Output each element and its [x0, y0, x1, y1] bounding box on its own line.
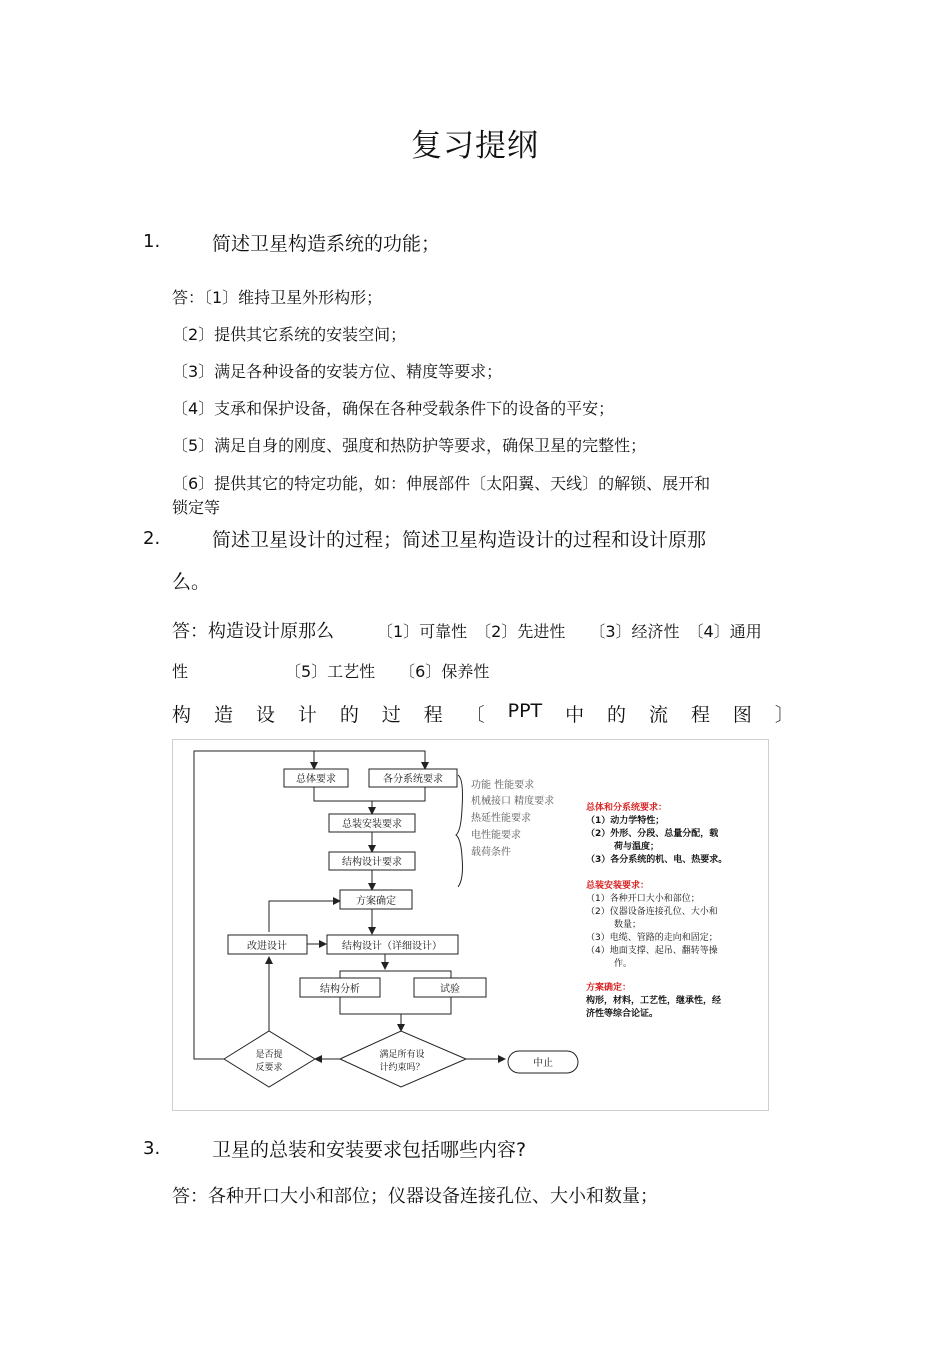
- question-2-text-line1: 简述卫星设计的过程；简述卫星构造设计的过程和设计原那: [212, 529, 707, 551]
- req-item: 热延性能要求: [471, 813, 531, 824]
- process-heading-char: PPT: [507, 700, 543, 722]
- process-heading-char: 程: [423, 704, 443, 726]
- note-item: 数量；: [614, 920, 642, 930]
- req-item: 机械接口 精度要求: [471, 796, 555, 807]
- process-heading-char: 的: [339, 704, 359, 726]
- label-test: 试验: [440, 984, 460, 995]
- note-item: （3）电缆、管路的走向和固定；: [586, 933, 718, 943]
- q1-answer-line: 锁定等: [172, 498, 221, 517]
- note-heading: 总体和分系统要求：: [586, 803, 668, 813]
- process-heading-char: 〔: [465, 704, 485, 726]
- note-item: （3）各分系统的机、电、热要求。: [586, 855, 728, 865]
- q1-answer-line: 答：〔1〕维持卫星外形构形；: [172, 288, 383, 307]
- label-scheme: 方案确定: [356, 896, 396, 907]
- process-heading-char: 程: [690, 704, 710, 726]
- q1-answer-line: 〔3〕满足各种设备的安装方位、精度等要求；: [172, 362, 503, 381]
- q2-principles-line1: 〔1〕可靠性 〔2〕先进性 〔3〕经济性 〔4〕通用: [377, 622, 762, 641]
- note-item: （1）各种开口大小和部位；: [586, 894, 700, 904]
- question-2-number: 2.: [143, 528, 161, 549]
- label-subsystem: 各分系统要求: [383, 774, 443, 785]
- label-structure-req: 结构设计要求: [342, 857, 402, 868]
- question-3-text: 卫星的总装和安装要求包括哪些内容?: [212, 1139, 527, 1161]
- note-item: 济性等综合论证。: [586, 1009, 659, 1019]
- note-item: （1）动力学特性；: [586, 816, 665, 826]
- note-heading: 方案确定：: [586, 983, 632, 993]
- structure-design-flowchart: [172, 739, 769, 1111]
- label-diamond-feedback-2: 反要求: [255, 1063, 283, 1073]
- q1-answer-line: 〔2〕提供其它系统的安装空间；: [172, 325, 407, 344]
- label-diamond-satisfy-2: 计约束吗？: [379, 1063, 425, 1073]
- process-heading-char: 图: [732, 704, 752, 726]
- label-improve: 改进设计: [247, 941, 287, 952]
- req-item: 载荷条件: [471, 847, 511, 858]
- q2-principles-line2-a: 性: [172, 662, 189, 681]
- note-item: 构形，材料，工艺性，继承性，经: [586, 996, 722, 1006]
- q2-principles-lead: 答：构造设计原那么: [172, 621, 334, 642]
- question-3-number: 3.: [143, 1138, 161, 1159]
- q1-answer-line: 〔4〕支承和保护设备，确保在各种受载条件下的设备的平安；: [172, 399, 615, 418]
- question-1-number: 1.: [143, 231, 161, 252]
- process-heading-char: 计: [297, 704, 317, 726]
- process-heading-char: 流: [649, 704, 669, 726]
- process-heading-char: 设: [255, 704, 275, 726]
- note-item: 荷与温度；: [614, 842, 660, 852]
- q1-answer-line: 〔5〕满足自身的刚度、强度和热防护等要求，确保卫星的完整性；: [172, 436, 647, 455]
- q3-answer: 答：各种开口大小和部位；仪器设备连接孔位、大小和数量；: [172, 1186, 658, 1207]
- label-diamond-satisfy-1: 满足所有设: [379, 1050, 425, 1060]
- label-detail: 结构设计（详细设计）: [342, 941, 442, 952]
- label-assembly: 总装安装要求: [342, 819, 402, 830]
- question-1-text: 简述卫星构造系统的功能；: [212, 233, 441, 255]
- process-heading-char: 造: [213, 704, 233, 726]
- page-title: 复习提纲: [411, 128, 539, 164]
- label-diamond-feedback-1: 是否提: [255, 1050, 283, 1060]
- note-item: （2）外形、分段、总量分配，载: [586, 829, 719, 839]
- label-stop: 中止: [533, 1058, 553, 1069]
- q2-process-heading: [172, 700, 794, 727]
- q1-answer-line: 〔6〕提供其它的特定功能，如：伸展部件〔太阳翼、天线〕的解锁、展开和: [172, 474, 711, 493]
- req-item: 电性能要求: [471, 830, 521, 841]
- req-item: 功能 性能要求: [471, 780, 535, 791]
- process-heading-char: 过: [381, 704, 401, 726]
- question-2-text-line2: 么。: [172, 571, 211, 593]
- q2-principles-line2-b: 〔5〕工艺性 〔6〕保养性: [285, 662, 490, 681]
- process-heading-char: 中: [565, 704, 585, 726]
- process-heading-char: 构: [172, 704, 192, 726]
- process-heading-char: 〕: [774, 704, 794, 726]
- note-item: （2）仪器设备连接孔位、大小和: [586, 907, 718, 917]
- note-heading: 总装安装要求：: [586, 881, 650, 891]
- label-analysis: 结构分析: [320, 984, 360, 995]
- label-overall: 总体要求: [296, 774, 336, 785]
- note-item: 作。: [614, 959, 633, 969]
- note-item: （4）地面支撑、起吊、翻转等操: [586, 946, 718, 956]
- process-heading-char: 的: [607, 704, 627, 726]
